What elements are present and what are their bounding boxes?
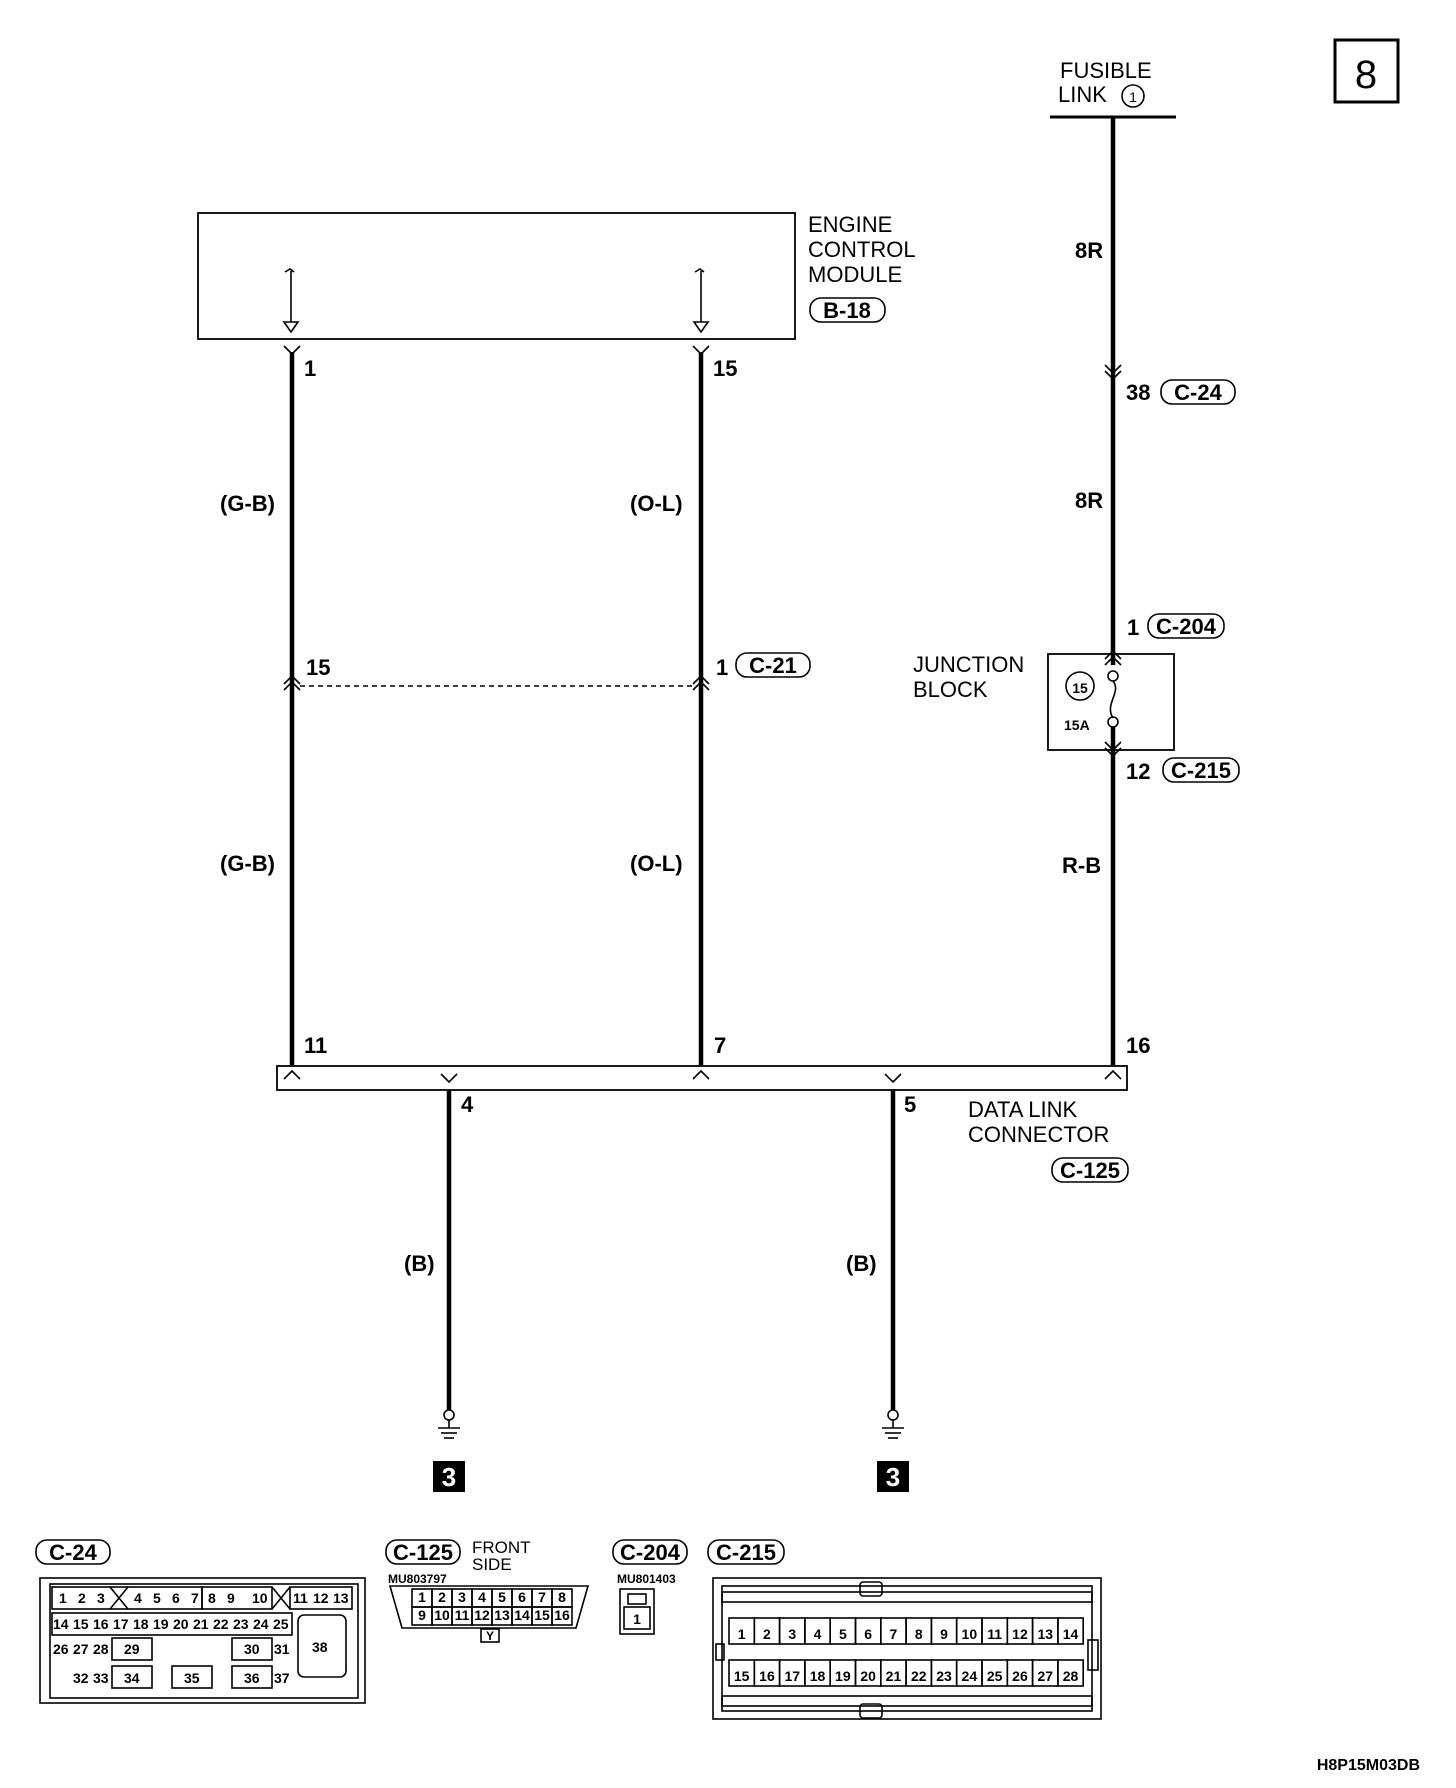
dlc-label-2: CONNECTOR: [968, 1122, 1110, 1147]
pin-number: 6: [864, 1626, 873, 1642]
svg-text:9: 9: [227, 1590, 235, 1606]
pin-number: 4: [813, 1626, 822, 1642]
wire-color-power-2: 8R: [1075, 488, 1104, 513]
c204-connector-id: C-204: [1156, 614, 1216, 639]
pin-number: 15: [534, 1607, 550, 1623]
svg-text:32: 32: [73, 1670, 89, 1686]
pin-number: 2: [763, 1626, 771, 1642]
svg-text:30: 30: [244, 1641, 260, 1657]
c125-part-number: MU803797: [388, 1572, 447, 1586]
pin-number: 15: [733, 1668, 750, 1684]
ground-badge-left: 3: [441, 1462, 457, 1492]
wire-color-power-3: R-B: [1062, 853, 1102, 878]
svg-text:24: 24: [253, 1616, 269, 1632]
c21-connector-id: C-21: [749, 653, 797, 678]
pin-number: 12: [1012, 1626, 1028, 1642]
pin-number: 11: [987, 1626, 1003, 1642]
pin-number: 9: [940, 1626, 948, 1642]
dlc-pin-5: 5: [904, 1092, 917, 1117]
pin-number: 13: [494, 1607, 510, 1623]
c125-pin-row-2: [412, 1607, 572, 1625]
pin-number: 10: [961, 1626, 978, 1642]
svg-text:7: 7: [191, 1590, 199, 1606]
svg-text:27: 27: [73, 1641, 89, 1657]
c125-side-label-1: FRONT: [472, 1538, 531, 1557]
pin-number: 7: [538, 1589, 546, 1605]
fusible-link: [1050, 58, 1176, 117]
svg-text:33: 33: [93, 1670, 109, 1686]
fuse-number: 15: [1072, 680, 1088, 696]
pin-number: 28: [1062, 1668, 1079, 1684]
wire-color-left-upper: (G-B): [220, 491, 275, 516]
wire-color-ground-right: (B): [846, 1251, 877, 1276]
pin-number: 26: [1012, 1668, 1028, 1684]
svg-text:34: 34: [124, 1670, 140, 1686]
pin-number: 16: [554, 1607, 570, 1623]
pin-number: 18: [809, 1668, 826, 1684]
c204-pin-number: 1: [633, 1611, 641, 1627]
page-badge-number: 8: [1354, 53, 1378, 97]
wire-color-power-1: 8R: [1075, 238, 1104, 263]
c204-view-label: C-204: [620, 1540, 680, 1565]
c125-side-label-2: SIDE: [472, 1555, 512, 1574]
pin-number: 16: [759, 1668, 775, 1684]
svg-text:8: 8: [208, 1590, 216, 1606]
svg-text:1: 1: [59, 1590, 67, 1606]
wire-color-left-lower: (G-B): [220, 851, 275, 876]
svg-text:21: 21: [193, 1616, 209, 1632]
pin-number: 27: [1037, 1668, 1054, 1684]
dlc-pin-7: 7: [714, 1033, 727, 1058]
pin-number: 11: [454, 1607, 470, 1623]
pin-number: 10: [434, 1607, 450, 1623]
ecm-pin-1: 1: [304, 356, 317, 381]
pin-number: 2: [438, 1589, 446, 1605]
svg-text:13: 13: [333, 1590, 349, 1606]
c21-pin-1: 1: [716, 655, 729, 680]
fusible-link-number: 1: [1129, 89, 1137, 105]
dlc-pin-16: 16: [1126, 1033, 1151, 1058]
c125-pin-row-1: [412, 1589, 572, 1607]
pin-number: 24: [961, 1668, 978, 1684]
svg-text:4: 4: [134, 1590, 142, 1606]
pin-number: 13: [1037, 1626, 1054, 1642]
ground-right: [877, 1410, 909, 1492]
pin-number: 1: [418, 1589, 426, 1605]
c215-pin-row-2: [729, 1660, 1083, 1686]
svg-text:2: 2: [78, 1590, 86, 1606]
pin-number: 20: [860, 1668, 876, 1684]
svg-text:3: 3: [97, 1590, 105, 1606]
svg-text:14: 14: [53, 1616, 69, 1632]
svg-text:31: 31: [274, 1641, 290, 1657]
dlc-pin-4: 4: [461, 1092, 474, 1117]
svg-text:6: 6: [172, 1590, 180, 1606]
svg-text:36: 36: [244, 1670, 260, 1686]
page-badge: [1335, 40, 1398, 102]
svg-text:19: 19: [153, 1616, 169, 1632]
pin-number: 17: [784, 1668, 801, 1684]
ecm-label-2: CONTROL: [808, 237, 916, 262]
pin-number: 14: [514, 1607, 530, 1623]
fusible-link-label-2: LINK: [1058, 82, 1107, 107]
svg-text:11: 11: [293, 1590, 308, 1606]
fusible-link-label-1: FUSIBLE: [1060, 58, 1152, 83]
connector-view-c215: [708, 1540, 1101, 1719]
pin-number: 8: [558, 1589, 566, 1605]
ecm-label-1: ENGINE: [808, 212, 893, 237]
wire-color-mid-upper: (O-L): [630, 491, 683, 516]
wire-color-mid-lower: (O-L): [630, 851, 683, 876]
ecm-pin-15: 15: [713, 356, 738, 381]
svg-text:15: 15: [73, 1616, 89, 1632]
svg-text:22: 22: [213, 1616, 229, 1632]
ecm-label-3: MODULE: [808, 262, 903, 287]
svg-text:35: 35: [184, 1670, 200, 1686]
junction-block: [913, 614, 1239, 784]
svg-text:10: 10: [252, 1590, 268, 1606]
pin-number: 12: [474, 1607, 490, 1623]
wire-color-ground-left: (B): [404, 1251, 435, 1276]
dlc-label-1: DATA LINK: [968, 1097, 1078, 1122]
svg-text:16: 16: [93, 1616, 109, 1632]
ground-badge-right: 3: [885, 1462, 901, 1492]
svg-text:18: 18: [133, 1616, 149, 1632]
svg-text:5: 5: [153, 1590, 161, 1606]
c215-connector-id: C-215: [1171, 758, 1231, 783]
pin-number: 3: [788, 1626, 797, 1642]
svg-text:38: 38: [312, 1639, 328, 1655]
pin-number: 1: [737, 1626, 746, 1642]
pin-number: 3: [458, 1589, 466, 1605]
svg-text:17: 17: [113, 1616, 129, 1632]
pin-number: 22: [910, 1668, 927, 1684]
c215-pin-row-1: [729, 1618, 1083, 1644]
svg-text:26: 26: [53, 1641, 69, 1657]
connector-view-c125: [386, 1538, 588, 1643]
c215-view-label: C-215: [716, 1540, 776, 1565]
c215-pin: 12: [1126, 759, 1151, 784]
connector-view-c204: [613, 1540, 687, 1634]
svg-text:20: 20: [173, 1616, 189, 1632]
c21-pin-15: 15: [306, 655, 331, 680]
svg-text:12: 12: [313, 1590, 329, 1606]
c24-pin: 38: [1126, 380, 1151, 405]
pin-number: 4: [478, 1589, 486, 1605]
pin-number: 7: [889, 1626, 898, 1642]
engine-control-module: [198, 212, 916, 339]
c125-view-label: C-125: [393, 1540, 453, 1565]
fuse-rating: 15A: [1064, 717, 1090, 733]
dlc-connector-id: C-125: [1060, 1158, 1120, 1183]
svg-text:23: 23: [233, 1616, 249, 1632]
data-link-connector: [277, 1033, 1150, 1183]
pin-number: 14: [1062, 1626, 1079, 1642]
connector-c21: [306, 653, 810, 680]
junction-block-label-2: BLOCK: [913, 677, 988, 702]
c204-part-number: MU801403: [617, 1572, 676, 1586]
pin-number: 9: [418, 1607, 426, 1623]
pin-number: 5: [838, 1626, 847, 1642]
c24-connector-id: C-24: [1174, 380, 1222, 405]
svg-text:37: 37: [274, 1670, 290, 1686]
pin-number: 23: [936, 1668, 952, 1684]
connector-view-c24: [36, 1540, 365, 1703]
c24-view-label: C-24: [49, 1540, 97, 1565]
pin-number: 8: [914, 1626, 923, 1642]
ground-left: [433, 1410, 465, 1492]
pin-number: 19: [835, 1668, 851, 1684]
junction-block-label-1: JUNCTION: [913, 652, 1025, 677]
dlc-pin-11: 11: [304, 1033, 328, 1058]
svg-text:25: 25: [273, 1616, 289, 1632]
pin-number: 6: [518, 1589, 526, 1605]
c125-key: Y: [485, 1629, 495, 1643]
ecm-connector-id: B-18: [823, 298, 871, 323]
c204-pin: 1: [1127, 615, 1140, 640]
svg-text:29: 29: [124, 1641, 140, 1657]
connector-c24-inline: [1126, 380, 1235, 405]
pin-number: 21: [885, 1668, 902, 1684]
pin-number: 25: [986, 1668, 1003, 1684]
pin-number: 5: [498, 1589, 506, 1605]
diagram-code: H8P15M03DB: [1316, 1757, 1420, 1774]
svg-text:28: 28: [93, 1641, 109, 1657]
